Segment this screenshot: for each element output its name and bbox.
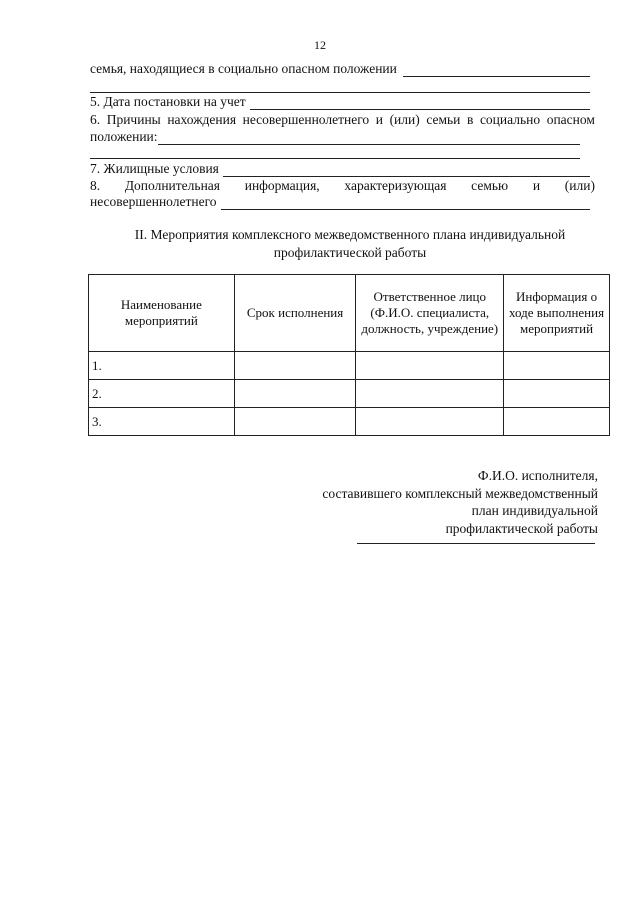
table-cell <box>356 408 504 436</box>
section-title-line: профилактической работы <box>273 245 427 260</box>
item6-blank <box>158 131 580 145</box>
item8-cont-line <box>90 193 590 210</box>
table-cell <box>356 380 504 408</box>
signature-line: профилактической работы <box>445 520 598 536</box>
signature-line: план индивидуальной <box>471 503 598 518</box>
item5-blank <box>250 96 590 110</box>
item6-cont-label: положении: <box>90 129 158 144</box>
page-number: 12 <box>314 38 326 52</box>
header-cell: Наименование мероприятий <box>89 275 235 352</box>
signature-line: составившего комплексный межведомственный <box>322 485 598 501</box>
item8-word: (или) <box>564 178 595 193</box>
table-cell <box>234 408 356 436</box>
item5-line <box>90 93 590 110</box>
table-cell <box>356 352 504 380</box>
item6-word: социально <box>479 112 541 127</box>
plan-table <box>88 274 610 436</box>
table-cell <box>234 380 356 408</box>
item6-cont-line <box>90 128 580 145</box>
item8-line <box>90 178 595 194</box>
row-number-cell: 1. <box>89 352 235 380</box>
signature-line: Ф.И.О. исполнителя, <box>477 468 598 483</box>
item8-cont-label: несовершеннолетнего <box>90 194 217 209</box>
table-row <box>89 352 610 380</box>
signature-block <box>278 467 598 537</box>
table-row <box>89 408 610 436</box>
item6-word: Причины <box>106 112 161 127</box>
family-danger-label: семья, находящиеся в социально опасном положении <box>90 61 397 76</box>
item6-word: 6. <box>90 112 101 127</box>
row-number-cell: 2. <box>89 380 235 408</box>
item6-word: в <box>466 112 474 127</box>
row-number-cell: 3. <box>89 408 235 436</box>
header-cell: Срок исполнения <box>234 275 356 352</box>
item8-word: характеризующая <box>344 178 447 193</box>
item6-word: опасном <box>546 112 595 127</box>
item8-word: семью <box>471 178 509 193</box>
blank-rule <box>90 158 580 159</box>
item8-word: 8. <box>90 178 101 193</box>
item8-word: информация, <box>244 178 320 193</box>
section-title-line: II. Мероприятия комплексного межведомственного плана индивидуальной <box>134 227 566 242</box>
item6-line <box>90 112 595 128</box>
table-cell <box>234 352 356 380</box>
item7-blank <box>223 163 590 177</box>
item5-label: 5. Дата постановки на учет <box>90 94 246 109</box>
item6-word: (или) <box>389 112 420 127</box>
family-danger-blank <box>403 63 590 77</box>
table-row <box>89 380 610 408</box>
item8-word: и <box>532 178 541 193</box>
table-cell <box>504 408 610 436</box>
item6-word: несовершеннолетнего <box>242 112 370 127</box>
item6-word: и <box>375 112 383 127</box>
item7-line <box>90 160 590 177</box>
signature-blank <box>357 543 595 544</box>
item8-blank <box>221 196 590 210</box>
table-header-row <box>89 275 610 352</box>
header-cell: Информация о ходе выполнения мероприятий <box>504 275 610 352</box>
section-title <box>90 226 610 262</box>
table-cell <box>504 380 610 408</box>
header-cell: Ответственное лицо (Ф.И.О. специалиста, должность, учреждение) <box>356 275 504 352</box>
item8-word: Дополнительная <box>124 178 220 193</box>
family-danger-line <box>90 60 590 77</box>
item6-word: семьи <box>426 112 461 127</box>
table-cell <box>504 352 610 380</box>
item7-label: 7. Жилищные условия <box>90 161 219 176</box>
item6-word: нахождения <box>167 112 237 127</box>
